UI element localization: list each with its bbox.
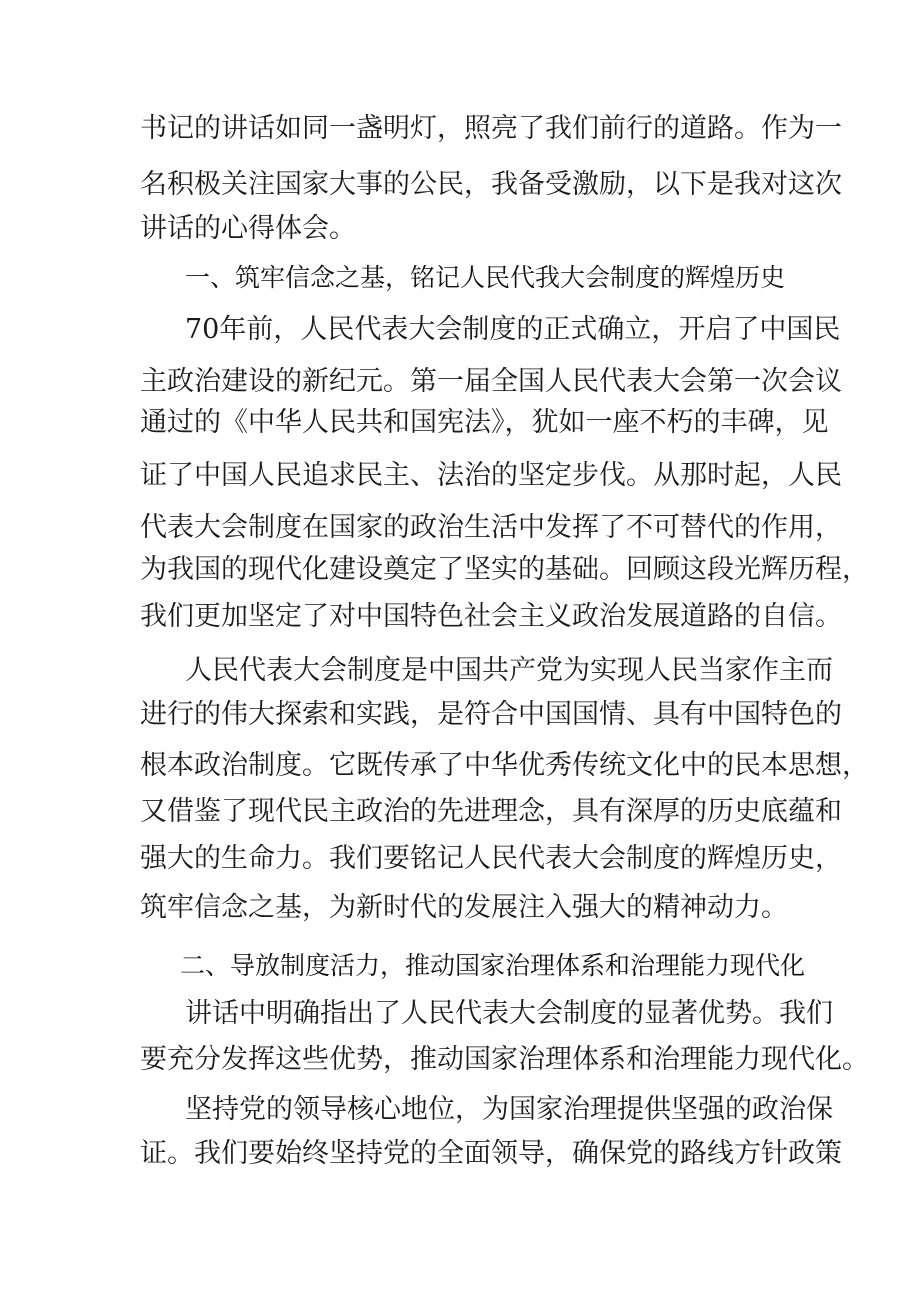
paragraph-line: 证。我们要始终坚持党的全面领导，确保党的路线方针政策 — [140, 1138, 842, 1169]
intro-line: 书记的讲话如同一盏明灯，照亮了我们前行的道路。作为一 — [140, 113, 842, 144]
paragraph-line: 进行的伟大探索和实践，是符合中国国情、具有中国特色的 — [140, 699, 842, 730]
paragraph-line: 我们更加坚定了对中国特色社会主义政治发展道路的自信。 — [140, 601, 842, 632]
paragraph-line: 强大的生命力。我们要铭记人民代表大会制度的辉煌历史， — [140, 843, 842, 874]
paragraph-line: 70年前，人民代表大会制度的正式确立，开启了中国民 — [185, 314, 841, 345]
paragraph-line: 根本政治制度。它既传承了中华优秀传统文化中的民本思想， — [140, 750, 869, 781]
paragraph-line: 又借鉴了现代民主政治的先进理念，具有深厚的历史底蕴和 — [140, 796, 842, 827]
paragraph-line: 通过的《中华人民共和国宪法》，犹如一座不朽的丰碑，见 — [140, 407, 829, 438]
paragraph-line: 筑牢信念之基，为新时代的发展注入强大的精神动力。 — [140, 892, 788, 923]
paragraph-line: 代表大会制度在国家的政治生活中发挥了不可替代的作用， — [140, 512, 842, 543]
paragraph-line: 为我国的现代化建设奠定了坚实的基础。回顾这段光辉历程， — [140, 554, 869, 585]
paragraph-line: 讲话中明确指出了人民代表大会制度的显著优势。我们 — [185, 998, 833, 1029]
intro-line: 名积极关注国家大事的公民，我备受激励，以下是我对这次 — [140, 169, 842, 200]
paragraph-line: 人民代表大会制度是中国共产党为实现人民当家作主而 — [185, 655, 833, 686]
paragraph-line: 要充分发挥这些优势，推动国家治理体系和治理能力现代化。 — [140, 1044, 869, 1075]
paragraph-line: 坚持党的领导核心地位，为国家治理提供坚强的政治保 — [185, 1094, 833, 1125]
section-heading: 一、筑牢信念之基，铭记人民代我大会制度的辉煌历史 — [185, 263, 786, 292]
paragraph-line: 主政治建设的新纪元。第一届全国人民代表大会第一次会议 — [140, 366, 842, 397]
intro-line: 讲话的心得体会。 — [140, 213, 356, 244]
section-heading: 二、导放制度活力，推动国家治理体系和治理能力现代化 — [180, 951, 806, 980]
paragraph-line: 证了中国人民追求民主、法治的坚定步伐。从那时起，人民 — [140, 460, 842, 491]
